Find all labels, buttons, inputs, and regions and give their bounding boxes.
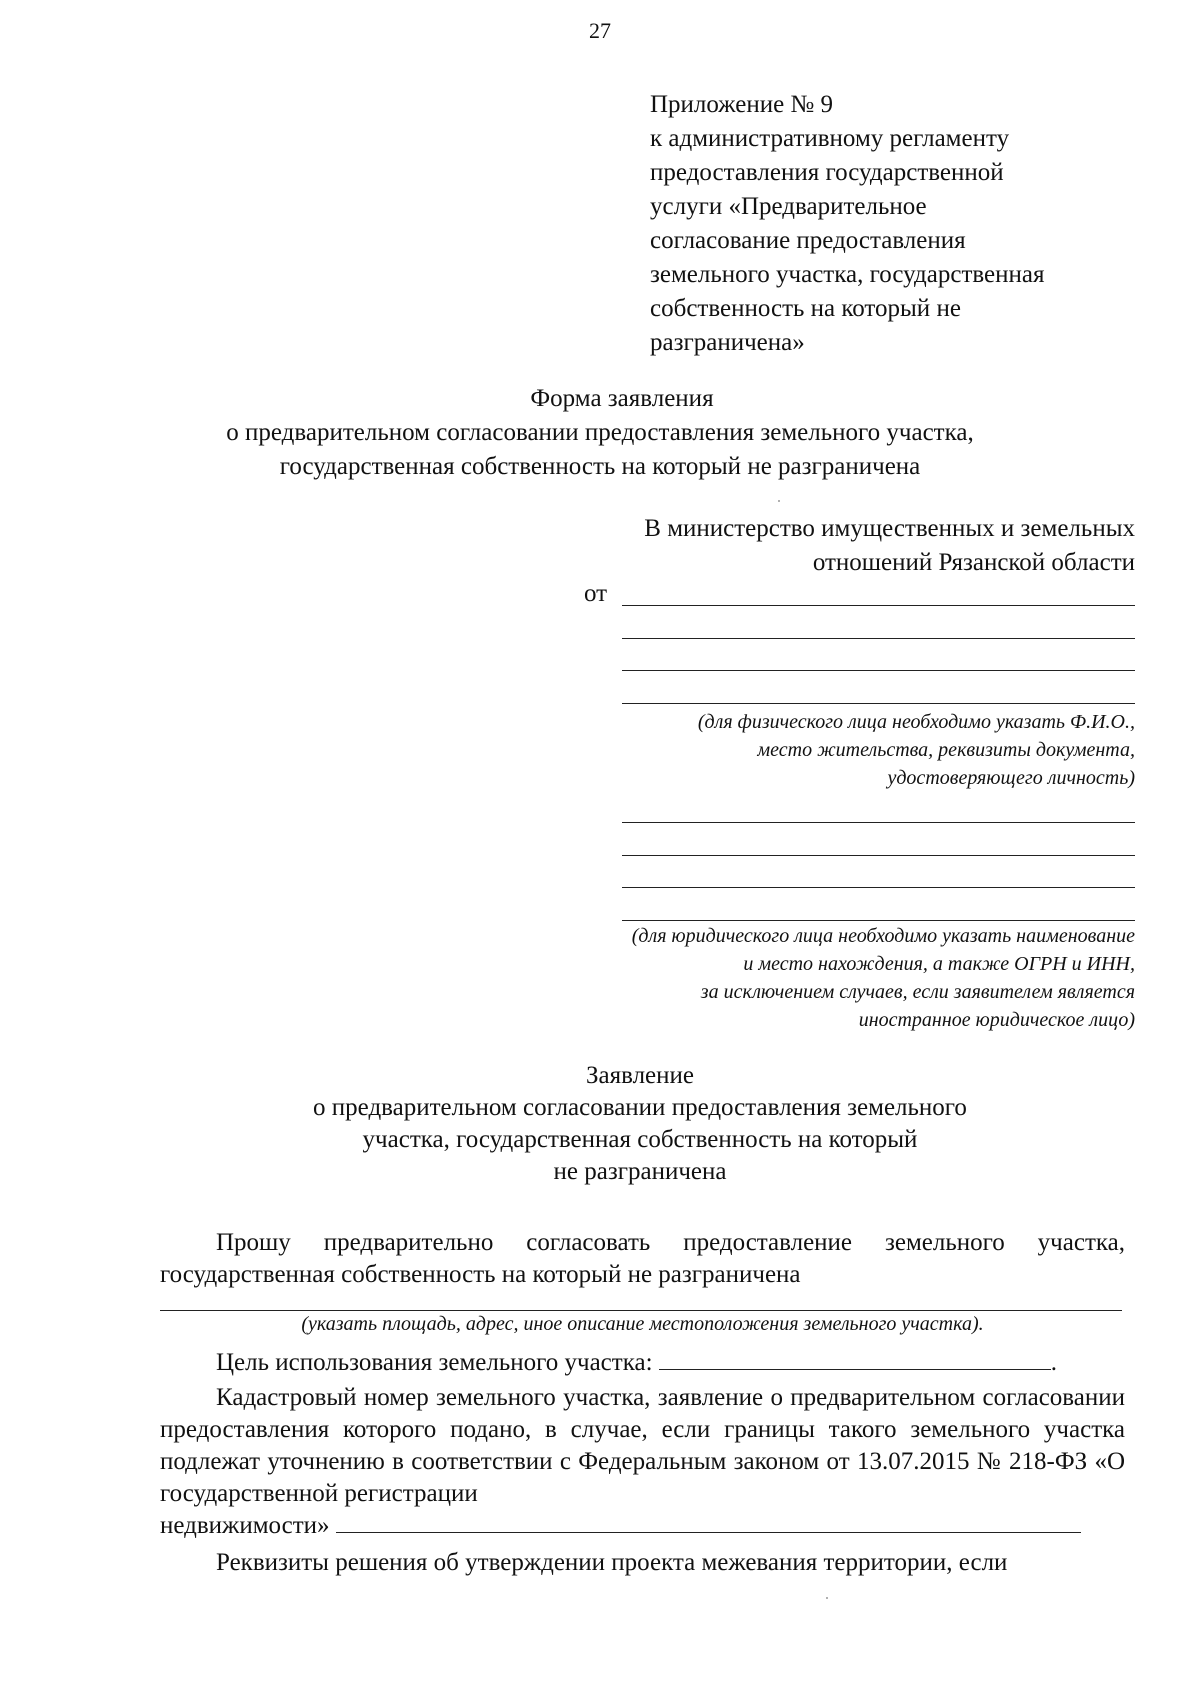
hint-line: за исключением случаев, если заявителем является [700, 981, 1135, 1003]
from-label: от [584, 580, 608, 607]
hint-line: (для физического лица необходимо указать Ф.И.О., [697, 711, 1135, 733]
scan-speck [778, 500, 780, 502]
appendix-line: собственность на который не [650, 295, 961, 322]
statement-title-line: о предварительном согласовании предоставления земельного [313, 1094, 967, 1121]
page-number: 27 [589, 18, 611, 43]
applicant-fill-line[interactable] [622, 703, 1135, 704]
legal-entity-fill-line[interactable] [622, 920, 1135, 921]
applicant-fill-line[interactable] [622, 670, 1135, 671]
cadastral-paragraph [160, 1382, 1125, 1542]
applicant-fill-line[interactable] [622, 638, 1135, 639]
statement-title [0, 1060, 1200, 1188]
legal-entity-fill-line[interactable] [622, 887, 1135, 888]
plot-description-hint: (указать площадь, адрес, иное описание местоположения земельного участка). [301, 1313, 984, 1335]
individual-hint [698, 708, 1135, 792]
purpose-label: Цель использования земельного участка: [216, 1349, 653, 1376]
statement-title-line: Заявление [585, 1062, 695, 1089]
hint-line: место жительства, реквизиты документа, [757, 739, 1135, 761]
addressee [644, 512, 1135, 580]
appendix-line: к административному регламенту [650, 125, 1010, 152]
form-title-line: Форма заявления [530, 385, 714, 412]
plot-description-fill-line[interactable] [160, 1310, 1122, 1311]
addressee-line: В министерство имущественных и земельных [644, 515, 1135, 542]
legal-entity-fill-line[interactable] [622, 822, 1135, 823]
applicant-fill-line[interactable] [622, 605, 1135, 606]
request-paragraph [160, 1227, 1125, 1291]
purpose-paragraph [160, 1347, 1125, 1379]
legal-entity-fill-line[interactable] [622, 855, 1135, 856]
cadastral-fill-line[interactable] [336, 1510, 1081, 1533]
cadastral-text-end: недвижимости» [160, 1512, 330, 1539]
appendix-header [650, 88, 1120, 360]
scan-speck [826, 1597, 828, 1599]
appendix-line: предоставления государственной [650, 159, 1004, 186]
appendix-line: разграничена» [650, 329, 805, 356]
request-text: Прошу предварительно согласовать предоставление земельного участка, государственная собственность на который не разграничена [160, 1229, 1125, 1288]
requisites-paragraph [160, 1547, 1125, 1579]
cadastral-text: Кадастровый номер земельного участка, заявление о предварительном согласовании предоставления которого подано, в случае, если границы такого земельного участка подлежат уточнению в соответствии с Федеральным законом от 13.07.2015 № 218-ФЗ «О государственной регистрации [160, 1384, 1125, 1507]
hint-line: иностранное юридическое лицо) [858, 1009, 1135, 1031]
hint-line: (для юридического лица необходимо указать наименование [631, 925, 1135, 947]
addressee-line: отношений Рязанской области [812, 549, 1135, 576]
form-title-line: о предварительном согласовании предоставления земельного участка, [226, 419, 974, 446]
appendix-line: Приложение № 9 [650, 91, 834, 118]
hint-line: удостоверяющего личность) [887, 767, 1135, 789]
appendix-line: услуги «Предварительное [650, 193, 927, 220]
statement-title-line: не разграничена [553, 1158, 727, 1185]
appendix-line: согласование предоставления [650, 227, 966, 254]
requisites-text: Реквизиты решения об утверждении проекта межевания территории, если [216, 1549, 1008, 1576]
appendix-line: земельного участка, государственная [650, 261, 1045, 288]
form-title [0, 382, 1200, 484]
form-title-line: государственная собственность на который не разграничена [279, 453, 921, 480]
legal-entity-hint [632, 922, 1135, 1034]
purpose-fill-line[interactable] [659, 1347, 1051, 1370]
statement-title-line: участка, государственная собственность на который [362, 1126, 918, 1153]
purpose-period: . [1050, 1349, 1058, 1376]
hint-line: и место нахождения, а также ОГРН и ИНН, [743, 953, 1135, 975]
